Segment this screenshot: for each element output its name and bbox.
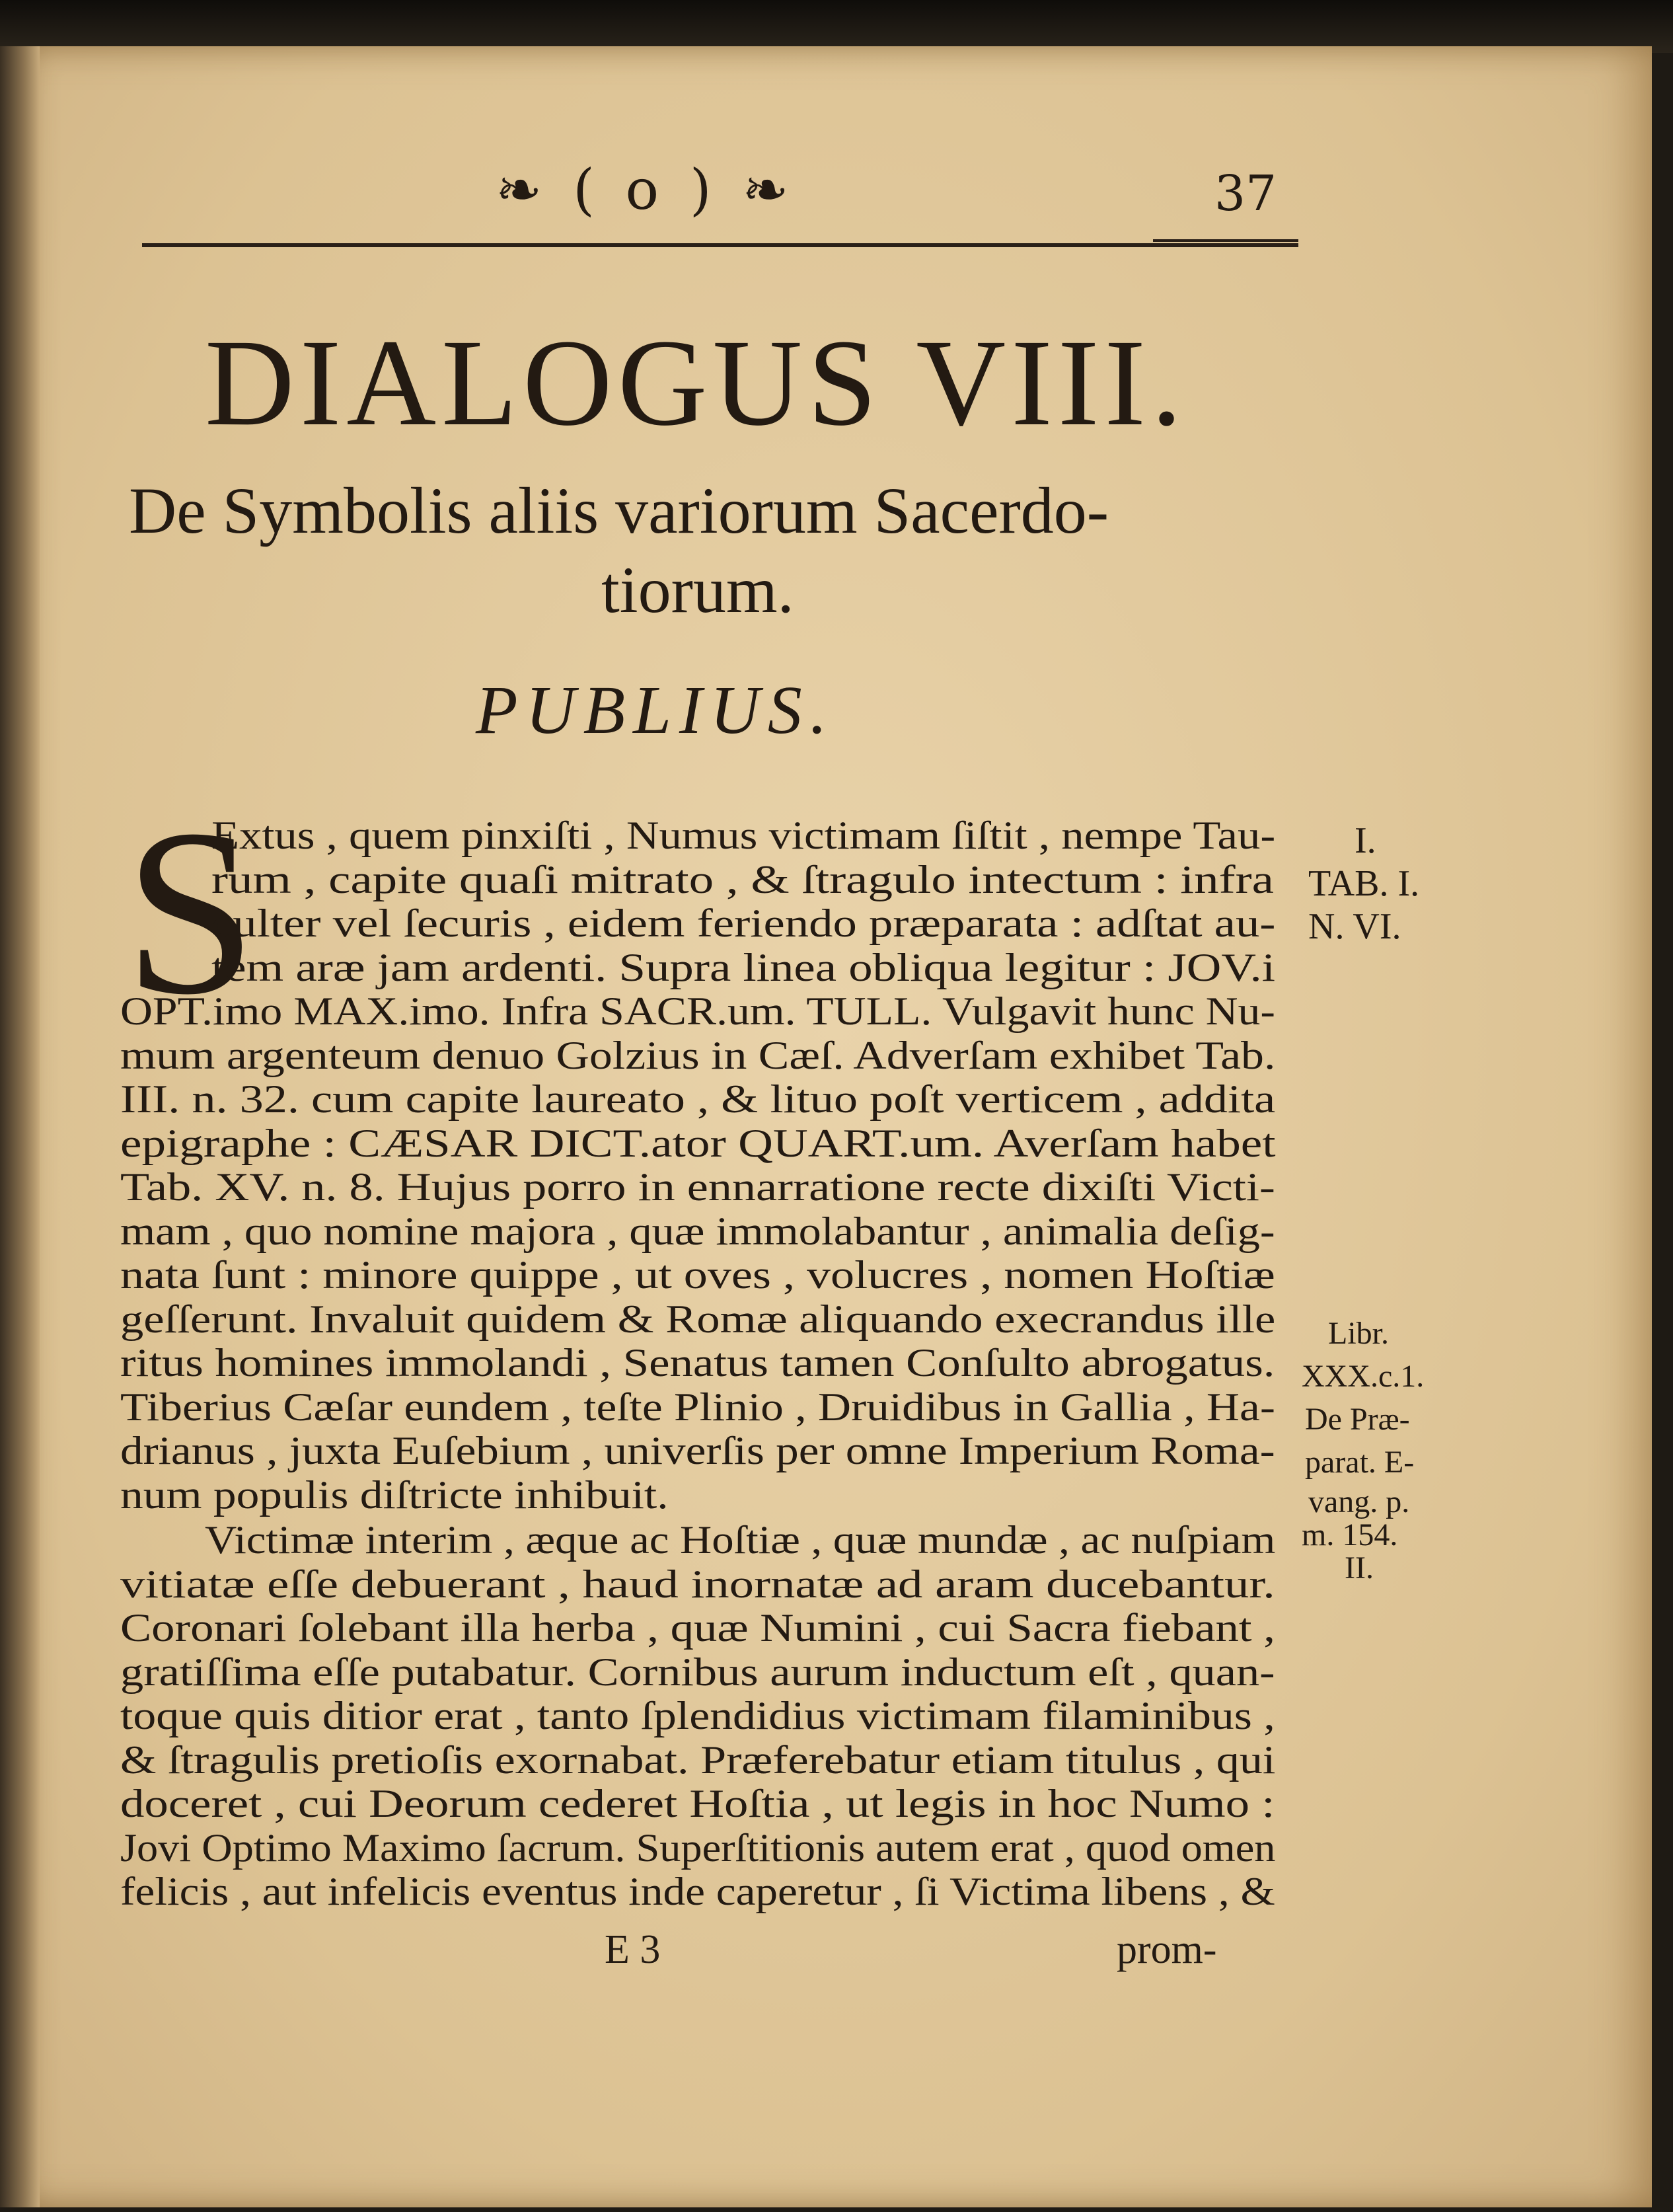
margin-note: parat. E- bbox=[1305, 1445, 1415, 1480]
margin-note: TAB. I. bbox=[1308, 863, 1420, 904]
signature-mark: E 3 bbox=[605, 1927, 661, 1972]
header-rule-right bbox=[1153, 239, 1298, 242]
subtitle-line-1: De Symbolis aliis variorum Sacerdo- bbox=[129, 474, 1109, 547]
text-line: drianus , juxta Euſebium , univerſis per omne Imperium Roma- bbox=[120, 1429, 1275, 1472]
text-line: mam , quo nomine majora , quæ immolabantur , animalia deſig- bbox=[120, 1209, 1275, 1253]
margin-note: I. bbox=[1355, 820, 1376, 861]
text-line: rum , capite quaſi mitrato , & ſtragulo intectum : infra bbox=[211, 857, 1274, 901]
margin-note: De Præ- bbox=[1305, 1402, 1410, 1437]
margin-note: m. 154. bbox=[1302, 1517, 1398, 1552]
speaker-heading: PUBLIUS. bbox=[476, 672, 835, 748]
text-line: OPT.imo MAX.imo. Infra SACR.um. TULL. Vulgavit hunc Nu- bbox=[120, 989, 1275, 1033]
text-line: toque quis ditior erat , tanto ſplendidius victimam filaminibus , bbox=[120, 1694, 1275, 1737]
page-title: DIALOGUS VIII. bbox=[205, 313, 1188, 451]
margin-note: N. VI. bbox=[1308, 906, 1401, 947]
text-line: III. n. 32. cum capite laureato , & lituo poſt verticem , addita bbox=[120, 1077, 1276, 1121]
text-line: ritus homines immolandi , Senatus tamen Conſulto abrogatus. bbox=[120, 1341, 1275, 1385]
margin-note: II. bbox=[1345, 1550, 1374, 1585]
text-line: nata ſunt : minore quippe , ut oves , volucres , nomen Hoſtiæ bbox=[120, 1253, 1275, 1297]
text-line: Jovi Optimo Maximo ſacrum. Superſtitionis autem erat , quod omen bbox=[120, 1825, 1276, 1870]
text-line: mum argenteum denuo Golzius in Cæſ. Adverſam exhibet Tab. bbox=[120, 1033, 1276, 1077]
scan-top-edge bbox=[0, 0, 1673, 53]
text-line: Tiberius Cæſar eundem , teſte Plinio , Druidibus in Gallia , Ha- bbox=[120, 1385, 1275, 1429]
text-line: tem aræ jam ardenti. Supra linea obliqua legitur : JOV.i bbox=[211, 945, 1275, 989]
text-line: epigraphe : CÆSAR DICT.ator QUART.um. Averſam habet bbox=[120, 1121, 1276, 1165]
catchword: prom- bbox=[1117, 1927, 1217, 1972]
text-line: culter vel ſecuris , eidem feriendo præparata : adſtat au- bbox=[211, 901, 1276, 945]
drop-cap: S bbox=[124, 780, 257, 1044]
margin-note: XXX.c.1. bbox=[1302, 1359, 1425, 1394]
text-line: felicis , aut infelicis eventus inde caperetur , ſi Victima libens , & bbox=[120, 1870, 1275, 1913]
text-line: vitiatæ eſſe debuerant , haud inornatæ ad aram ducebantur. bbox=[120, 1562, 1275, 1606]
text-line: & ſtragulis pretioſis exornabat. Præferebatur etiam titulus , qui bbox=[120, 1737, 1276, 1782]
book-spine bbox=[0, 46, 40, 2207]
text-line: geſſerunt. Invaluit quidem & Romæ aliquando execrandus ille bbox=[120, 1297, 1276, 1341]
margin-note: Libr. bbox=[1328, 1316, 1389, 1351]
text-line: doceret , cui Deorum cederet Hoſtia , ut legis in hoc Numo : bbox=[120, 1782, 1275, 1825]
header-rule bbox=[142, 243, 1298, 247]
text-line: num populis diſtricte inhibuit. bbox=[120, 1472, 669, 1517]
margin-note: vang. p. bbox=[1308, 1484, 1410, 1519]
text-line: Coronari ſolebant illa herba , quæ Numini , cui Sacra fiebant , bbox=[120, 1606, 1275, 1650]
text-line: gratiſſima eſſe putabatur. Cornibus aurum inductum eſt , quan- bbox=[120, 1650, 1275, 1694]
text-line: Extus , quem pinxiſti , Numus victimam ſiſtit , nempe Tau- bbox=[211, 814, 1276, 857]
text-line: Victimæ interim , æque ac Hoſtiæ , quæ mundæ , ac nuſpiam bbox=[205, 1518, 1276, 1562]
header-ornament: ❧ ( o ) ❧ bbox=[496, 157, 796, 222]
subtitle-line-2: tiorum. bbox=[601, 553, 794, 627]
page-number: 37 bbox=[1214, 165, 1277, 222]
text-line: Tab. XV. n. 8. Hujus porro in ennarratione recte dixiſti Victi- bbox=[120, 1165, 1275, 1209]
